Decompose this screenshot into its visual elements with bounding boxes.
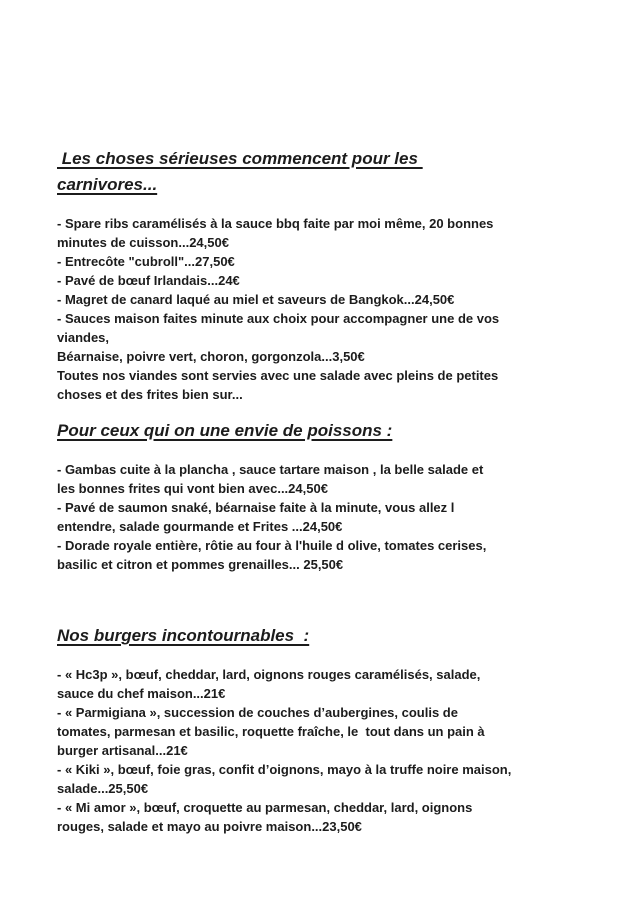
menu-line: rouges, salade et mayo au poivre maison...23,50€ — [57, 819, 362, 834]
menu-line: entendre, salade gourmande et Frites ...24,50€ — [57, 519, 343, 534]
menu-line: - Gambas cuite à la plancha , sauce tartare maison , la belle salade et — [57, 462, 484, 477]
section-body-burgers — [57, 665, 590, 836]
heading-line: Pour ceux qui on une envie de poissons : — [57, 421, 393, 440]
menu-line: - « Hc3p », bœuf, cheddar, lard, oignons rouges caramélisés, salade, — [57, 667, 481, 682]
section-body-poissons — [57, 460, 590, 574]
menu-line: choses et des frites bien sur... — [57, 387, 243, 402]
section-heading-carnivores — [57, 146, 590, 198]
menu-line: - Spare ribs caramélisés à la sauce bbq faite par moi même, 20 bonnes — [57, 216, 494, 231]
menu-line: minutes de cuisson...24,50€ — [57, 235, 229, 250]
menu-line: - Dorade royale entière, rôtie au four à l'huile d olive, tomates cerises, — [57, 538, 487, 553]
menu-line: - « Mi amor », bœuf, croquette au parmesan, cheddar, lard, oignons — [57, 800, 473, 815]
menu-section-burgers — [57, 623, 590, 836]
section-body-carnivores — [57, 214, 590, 404]
menu-line: - Magret de canard laqué au miel et saveurs de Bangkok...24,50€ — [57, 292, 455, 307]
section-heading-poissons — [57, 418, 590, 444]
menu-line: - Sauces maison faites minute aux choix pour accompagner une de vos — [57, 311, 500, 326]
menu-line: basilic et citron et pommes grenailles... 25,50€ — [57, 557, 344, 572]
menu-line: tomates, parmesan et basilic, roquette fraîche, le tout dans un pain à — [57, 724, 485, 739]
menu-section-carnivores — [57, 146, 590, 404]
menu-line: Béarnaise, poivre vert, choron, gorgonzola...3,50€ — [57, 349, 365, 364]
menu-line: - Pavé de saumon snaké, béarnaise faite à la minute, vous allez l — [57, 500, 455, 515]
menu-line: salade...25,50€ — [57, 781, 149, 796]
menu-line: - « Kiki », bœuf, foie gras, confit d’oignons, mayo à la truffe noire maison, — [57, 762, 512, 777]
menu-line: - Pavé de bœuf Irlandais...24€ — [57, 273, 240, 288]
menu-line: - Entrecôte "cubroll"...27,50€ — [57, 254, 235, 269]
heading-line: Nos burgers incontournables : — [57, 626, 310, 645]
heading-line: Les choses sérieuses commencent pour les — [57, 149, 423, 168]
menu-line: - « Parmigiana », succession de couches d’aubergines, coulis de — [57, 705, 458, 720]
menu-line: les bonnes frites qui vont bien avec...24,50€ — [57, 481, 328, 496]
section-heading-burgers — [57, 623, 590, 649]
menu-line: viandes, — [57, 330, 110, 345]
menu-line: burger artisanal...21€ — [57, 743, 188, 758]
menu-line: sauce du chef maison...21€ — [57, 686, 226, 701]
menu-section-poissons — [57, 418, 590, 574]
heading-line: carnivores... — [57, 175, 158, 194]
menu-line: Toutes nos viandes sont servies avec une salade avec pleins de petites — [57, 368, 499, 383]
